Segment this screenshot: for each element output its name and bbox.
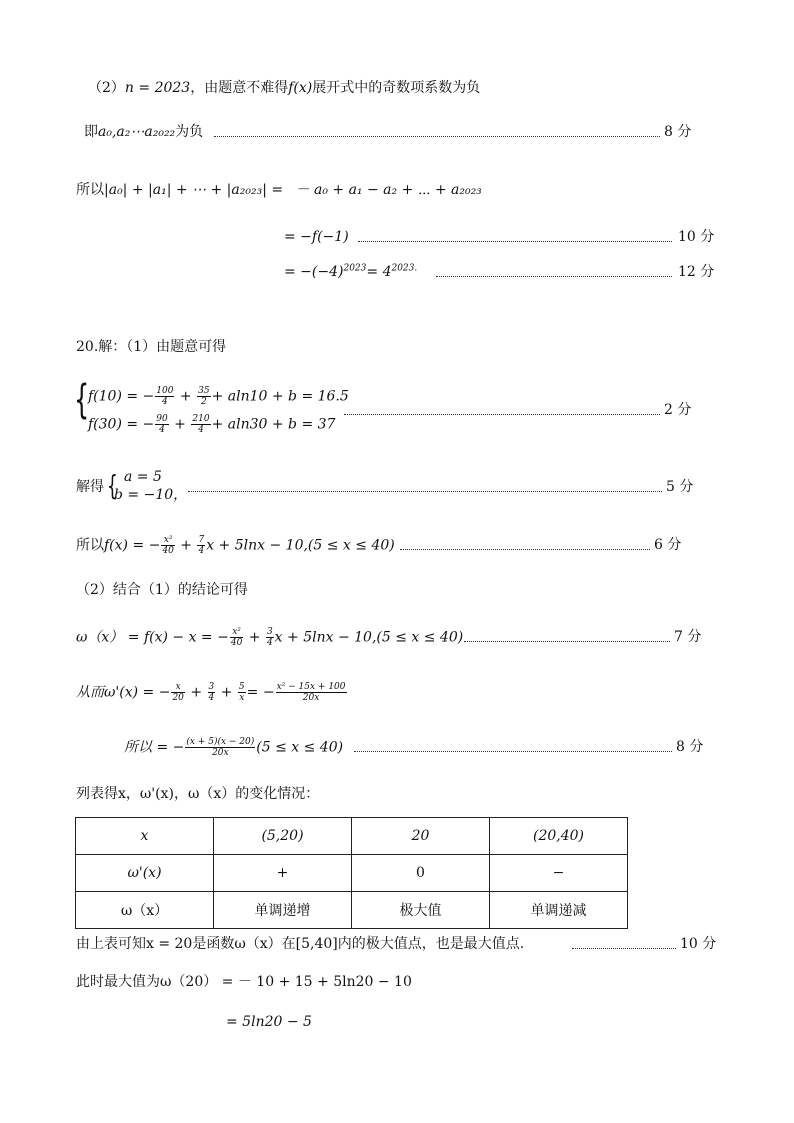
fraction (185, 737, 255, 758)
fraction (155, 414, 168, 435)
table-intro: 列表得x，ω'(x)，ω（x）的变化情况： (76, 786, 320, 802)
neg-prefix: 即 (84, 124, 98, 140)
so-prefix: 所以 = − (124, 739, 185, 756)
score-2: 2 分 (664, 402, 692, 418)
frac-den: 4 (208, 693, 215, 703)
omega-deriv-line: 从而ω'(x) = − $\frac{x}{20}$ + $\frac{3}{4}$ + $\frac{5}{x}$ = − $\frac{\text{x² − 15x + 100}}{20x}$ (76, 682, 346, 703)
fraction (197, 386, 210, 407)
frac-num: 3 (266, 627, 273, 637)
table-row (76, 892, 628, 929)
dw-prefix: 从而ω'(x) = − (76, 684, 171, 701)
abs-prefix: 所以 (76, 182, 104, 198)
frac-den: 4 (266, 638, 273, 648)
frac-den: 4 (159, 425, 165, 435)
leader-dots (400, 549, 650, 550)
frac-den: 20x (302, 693, 320, 703)
abs-sum-line (76, 180, 482, 200)
eq-f-neg1: = −f(−1) (284, 229, 349, 245)
table-cell: − (490, 855, 628, 892)
frac-den: 4 (162, 397, 168, 407)
leader-dots (214, 136, 660, 137)
factored-line (124, 737, 343, 758)
fraction (171, 682, 184, 703)
conclusion: 由上表可知x = 20是函数ω（x）在[5,40]内的极大值点，也是最大值点. (76, 936, 525, 952)
score-12: 12 分 (678, 264, 715, 280)
variation-table (75, 817, 628, 929)
fraction (208, 682, 216, 703)
frac-den: 40 (162, 546, 174, 556)
table-cell: 极大值 (352, 892, 490, 929)
table-cell: ω'(x) (76, 855, 214, 892)
q20-title: 20.解：（1）由题意可得 (76, 339, 227, 355)
table-cell: (5,20) (214, 818, 352, 855)
frac-den: 4 (198, 546, 205, 556)
frac-num: 3 (208, 682, 215, 692)
frac-num: 7 (198, 535, 205, 545)
sys2-lhs: f(30) = − (88, 416, 155, 433)
score-5: 5 分 (666, 479, 694, 495)
table-cell: + (214, 855, 352, 892)
leader-dots (436, 276, 672, 277)
score-7: 7 分 (674, 629, 702, 645)
fraction (238, 682, 246, 703)
frac-num: x² (230, 627, 243, 638)
eq-pow: = −(−4) (284, 264, 344, 280)
eq-pow-line (284, 262, 417, 282)
leader-dots (354, 751, 672, 752)
system-brace: { (74, 377, 90, 423)
fraction (230, 627, 243, 648)
fx-tail: x + 5lnx − 10,(5 ≤ x ≤ 40) (206, 537, 395, 554)
leader-dots (572, 948, 676, 949)
max-final: = 5ln20 − 5 (226, 1014, 312, 1030)
fraction (266, 627, 274, 648)
frac-den: 4 (198, 425, 204, 435)
frac-num: x² (161, 535, 174, 546)
fraction (276, 682, 347, 703)
score-8-b: 8 分 (676, 739, 704, 755)
fx-line: 所以f(x) = − $\frac{\text{x²}}{40}$ + $\frac{7}{4}$ x + 5lnx − 10,(5 ≤ x ≤ 40) (76, 535, 395, 556)
solve-comma: ， (173, 487, 188, 503)
exp-2: 2023. (391, 263, 418, 274)
score-10-b: 10 分 (680, 936, 717, 952)
sys1-lhs: f(10) = − (88, 388, 155, 405)
table-row (76, 855, 628, 892)
abs-rhs: － a₀ + a₁ − a₂ + ⋯ + a₂₀₂₃ (295, 182, 482, 198)
omega-line: ω（x） = f(x) − x = − $\frac{\text{x²}}{40}$ + $\frac{3}{4}$ x + 5lnx − 10,(5 ≤ x ≤ 40) (76, 627, 464, 648)
fraction (197, 535, 205, 556)
table-row (76, 818, 628, 855)
fraction (191, 414, 210, 435)
omega-tail: x + 5lnx − 10,(5 ≤ x ≤ 40) (274, 629, 464, 646)
frac-den: x (239, 693, 245, 703)
fx-prefix: 所以 (76, 537, 104, 554)
n-value: n = 2023 (124, 80, 191, 96)
sys2-tail: + aln30 + b = 37 (211, 416, 336, 433)
solve-a: a = 5 (124, 469, 162, 485)
frac-num: 100 (156, 386, 174, 396)
frac-num: 35 (198, 386, 210, 396)
table-cell: 20 (352, 818, 490, 855)
score-8-a: 8 分 (664, 124, 692, 140)
neg-suffix: 为负 (175, 124, 204, 140)
frac-den: 40 (230, 638, 243, 648)
part2-line (88, 78, 480, 98)
table-cell: 0 (352, 855, 490, 892)
omega-lhs: ω（x） = f(x) − x = − (76, 629, 229, 646)
part2b-title: （2）结合（1）的结论可得 (76, 582, 248, 598)
system-eq-1: f(10) = − $\frac{100}{4}$ + $\frac{35}{2}$ + aln10 + b = 16.5 (88, 386, 349, 407)
part2-tail: 展开式中的奇数项系数为负 (312, 80, 481, 96)
frac-num: 5 (238, 682, 245, 692)
leader-dots (188, 491, 662, 492)
part2-label: （2） (88, 80, 125, 96)
solve-brace: { (107, 469, 118, 502)
frac-num: x (171, 682, 184, 693)
max-line: 此时最大值为ω（20） = － 10 + 15 + 5ln20 − 10 (76, 974, 412, 990)
score-6: 6 分 (654, 537, 682, 553)
fraction (161, 535, 174, 556)
fx-lhs: f(x) = − (104, 537, 161, 554)
solve-b: b = −10 (114, 487, 174, 503)
frac-den: 20 (172, 693, 184, 703)
table-cell: x (76, 818, 214, 855)
abs-lhs: |a₀| + |a₁| + ⋯ + |a₂₀₂₃| = (104, 182, 284, 198)
fraction (155, 386, 174, 407)
table-cell: 单调递减 (490, 892, 628, 929)
frac-num: x² − 15x + 100 (276, 682, 346, 692)
frac-den: 20x (212, 748, 229, 758)
fx-symbol: f(x) (288, 80, 313, 96)
table-cell: ω（x） (76, 892, 214, 929)
eq-pow-mid: = 4 (366, 264, 392, 280)
solve-b-line (114, 486, 187, 504)
table-cell: (20,40) (490, 818, 628, 855)
system-eq-2: f(30) = − $\frac{90}{4}$ + $\frac{210}{4}$ + aln30 + b = 37 (88, 414, 336, 435)
exp-1: 2023 (343, 263, 367, 274)
leader-dots (344, 414, 660, 415)
solve-prefix: 解得 (76, 479, 104, 495)
frac-num: 210 (192, 414, 210, 424)
so-tail: (5 ≤ x ≤ 40) (256, 739, 344, 756)
part2-text: ，由题意不难得 (190, 80, 289, 96)
neg-terms: a₀,a₂⋯a₂₀₂₂ (98, 124, 176, 140)
score-10-a: 10 分 (678, 229, 715, 245)
leader-dots (358, 241, 672, 242)
sys1-tail: + aln10 + b = 16.5 (211, 388, 349, 405)
frac-num: (x + 5)(x − 20) (186, 737, 255, 747)
frac-den: 2 (200, 397, 207, 407)
dw-eq: = − (246, 684, 275, 701)
table-cell: 单调递增 (214, 892, 352, 929)
neg-coeff-line (84, 122, 203, 142)
leader-dots (464, 641, 670, 642)
frac-num: 90 (156, 414, 168, 424)
